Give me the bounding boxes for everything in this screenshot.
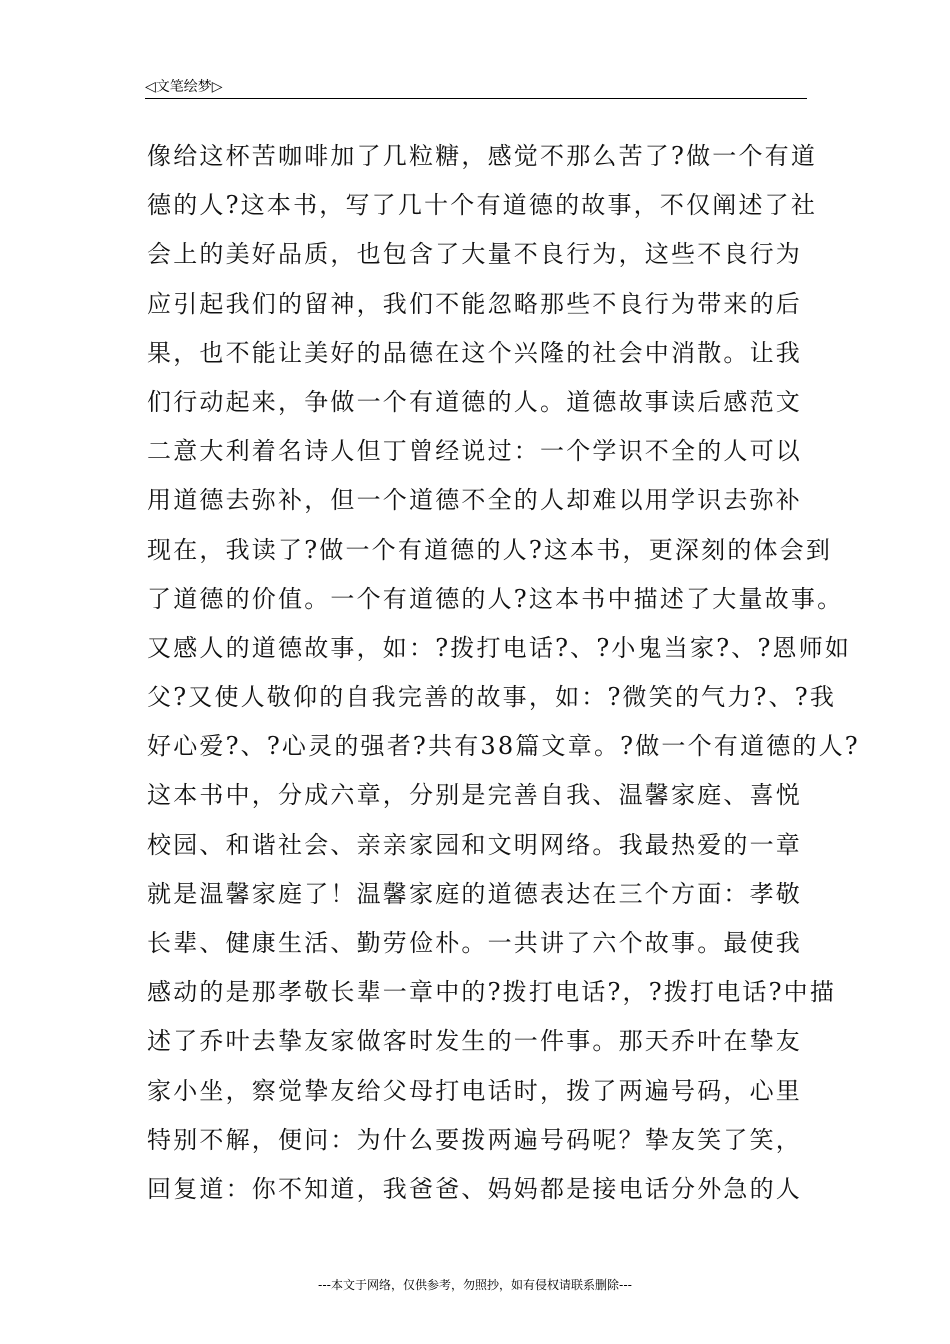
text-line: 特别不解，便问：为什么要拨两遍号码呢？挚友笑了笑， [147,1125,802,1154]
text-line: 长辈、健康生活、勤劳俭朴。一共讲了六个故事。最使我 [147,929,802,957]
text-line: 校园、和谐社会、亲亲家园和文明网络。我最热爱的一章 [147,830,802,859]
text-line: 二意大利着名诗人但丁曾经说过：一个学识不全的人可以 [147,437,802,466]
text-line: 现在，我读了?做一个有道德的人?这本书，更深刻的体会到 [147,535,833,564]
text-line: 了道德的价值。一个有道德的人?这本书中描述了大量故事。 [147,584,844,613]
header-title: ◁文笔绘梦▷ [145,79,223,95]
text-line: 感动的是那孝敬长辈一章中的?拨打电话?，?拨打电话?中描 [147,978,837,1007]
text-line: 会上的美好品质，也包含了大量不良行为，这些不良行为 [147,240,802,269]
text-line: 家小坐，察觉挚友给父母打电话时，拨了两遍号码，心里 [147,1076,802,1105]
page-footer: ---本文于网络，仅供参考，勿照抄，如有侵权请联系删除--- [318,1278,632,1292]
text-line: 果，也不能让美好的品德在这个兴隆的社会中消散。让我 [147,338,802,367]
page-header [145,74,807,99]
document-body [147,132,860,1214]
text-line: 述了乔叶去挚友家做客时发生的一件事。那天乔叶在挚友 [147,1027,802,1056]
text-line: 就是温馨家庭了！温馨家庭的道德表达在三个方面：孝敬 [147,879,802,908]
text-line: 们行动起来，争做一个有道德的人。道德故事读后感范文 [147,387,802,416]
text-line: 用道德去弥补，但一个道德不全的人却难以用学识去弥补 [147,486,802,515]
text-line: 应引起我们的留神，我们不能忽略那些不良行为带来的后 [147,289,802,318]
text-line: 父?又使人敬仰的自我完善的故事，如：?微笑的气力?、?我 [147,683,837,712]
text-line: 德的人?这本书，写了几十个有道德的故事，不仅阐述了社 [147,191,818,220]
text-line: 好心爱?、?心灵的强者?共有38篇文章。?做一个有道德的人? [147,732,860,761]
text-line: 这本书中，分成六章，分别是完善自我、温馨家庭、喜悦 [147,781,802,810]
text-line: 像给这杯苦咖啡加了几粒糖，感觉不那么苦了?做一个有道 [147,142,818,170]
text-line: 又感人的道德故事，如：?拨打电话?、?小鬼当家?、?恩师如 [147,633,852,662]
text-line: 回复道：你不知道，我爸爸、妈妈都是接电话分外急的人 [147,1174,802,1203]
